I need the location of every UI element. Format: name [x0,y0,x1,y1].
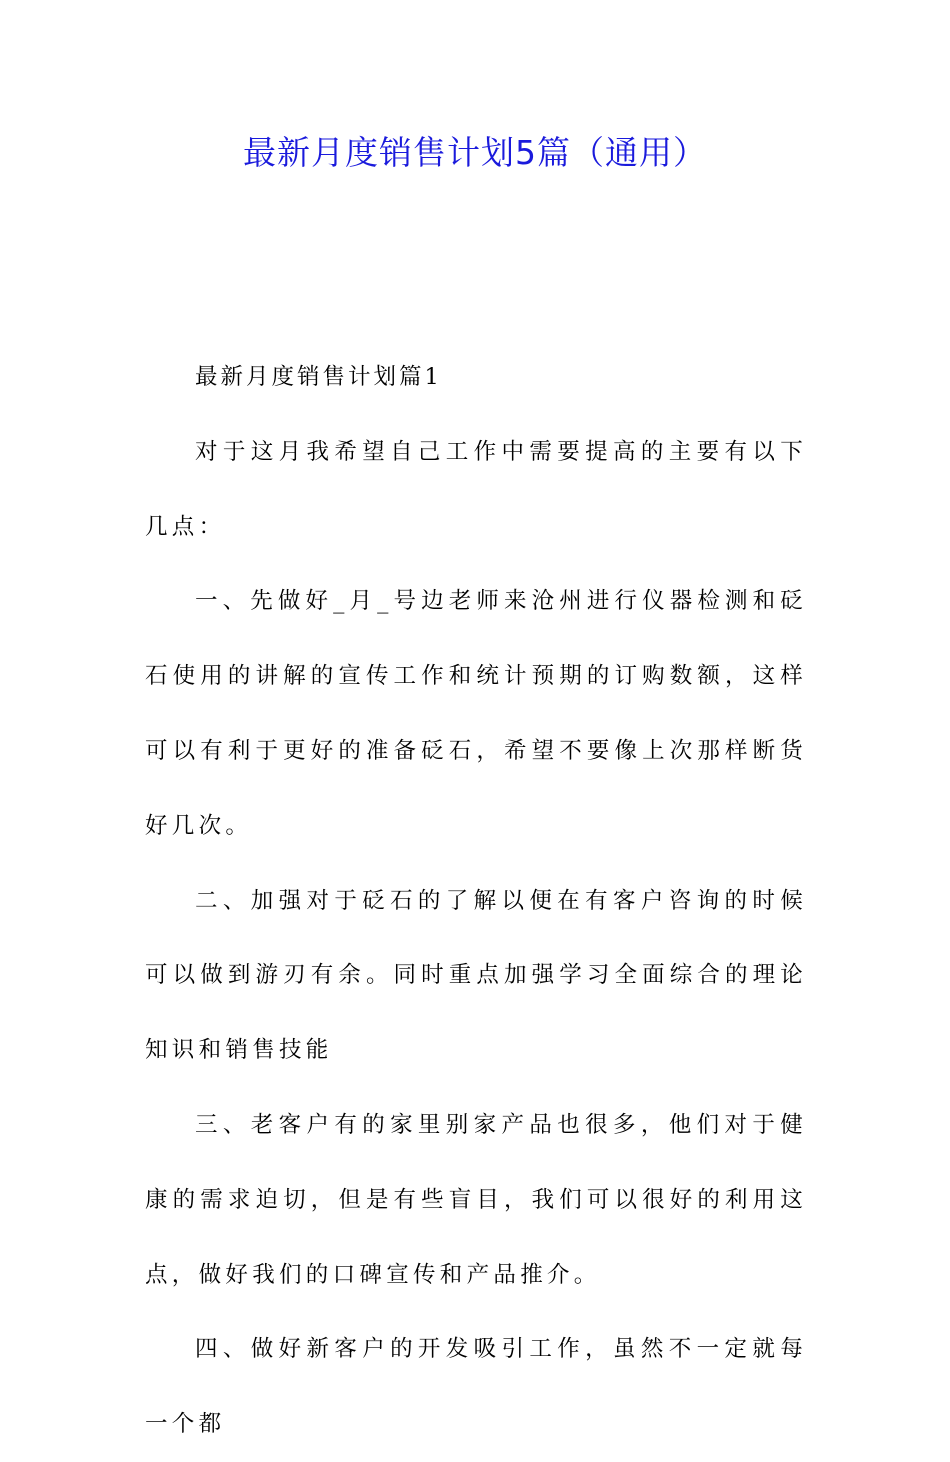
paragraph-point-1: 一、先做好_月_号边老师来沧州进行仪器检测和砭石使用的讲解的宣传工作和统计预期的订购数额，这样可以有利于更好的准备砭石，希望不要像上次那样断货好几次。 [145,588,807,839]
paragraph-point-3: 三、老客户有的家里别家产品也很多，他们对于健康的需求迫切，但是有些盲目，我们可以很好的利用这点，做好我们的口碑宣传和产品推介。 [145,1111,807,1288]
paragraph-point-2: 二、加强对于砭石的了解以便在有客户咨询的时候可以做到游刃有余。同时重点加强学习全面综合的理论知识和销售技能 [145,887,807,1064]
document-body [145,340,807,1462]
document-title: 最新月度销售计划5篇（通用） [243,133,707,172]
paragraph-intro: 对于这月我希望自己工作中需要提高的主要有以下几点： [145,438,807,540]
section-heading: 最新月度销售计划篇1 [195,364,442,390]
paragraph-point-4: 四、做好新客户的开发吸引工作，虽然不一定就每一个都 [145,1336,807,1438]
